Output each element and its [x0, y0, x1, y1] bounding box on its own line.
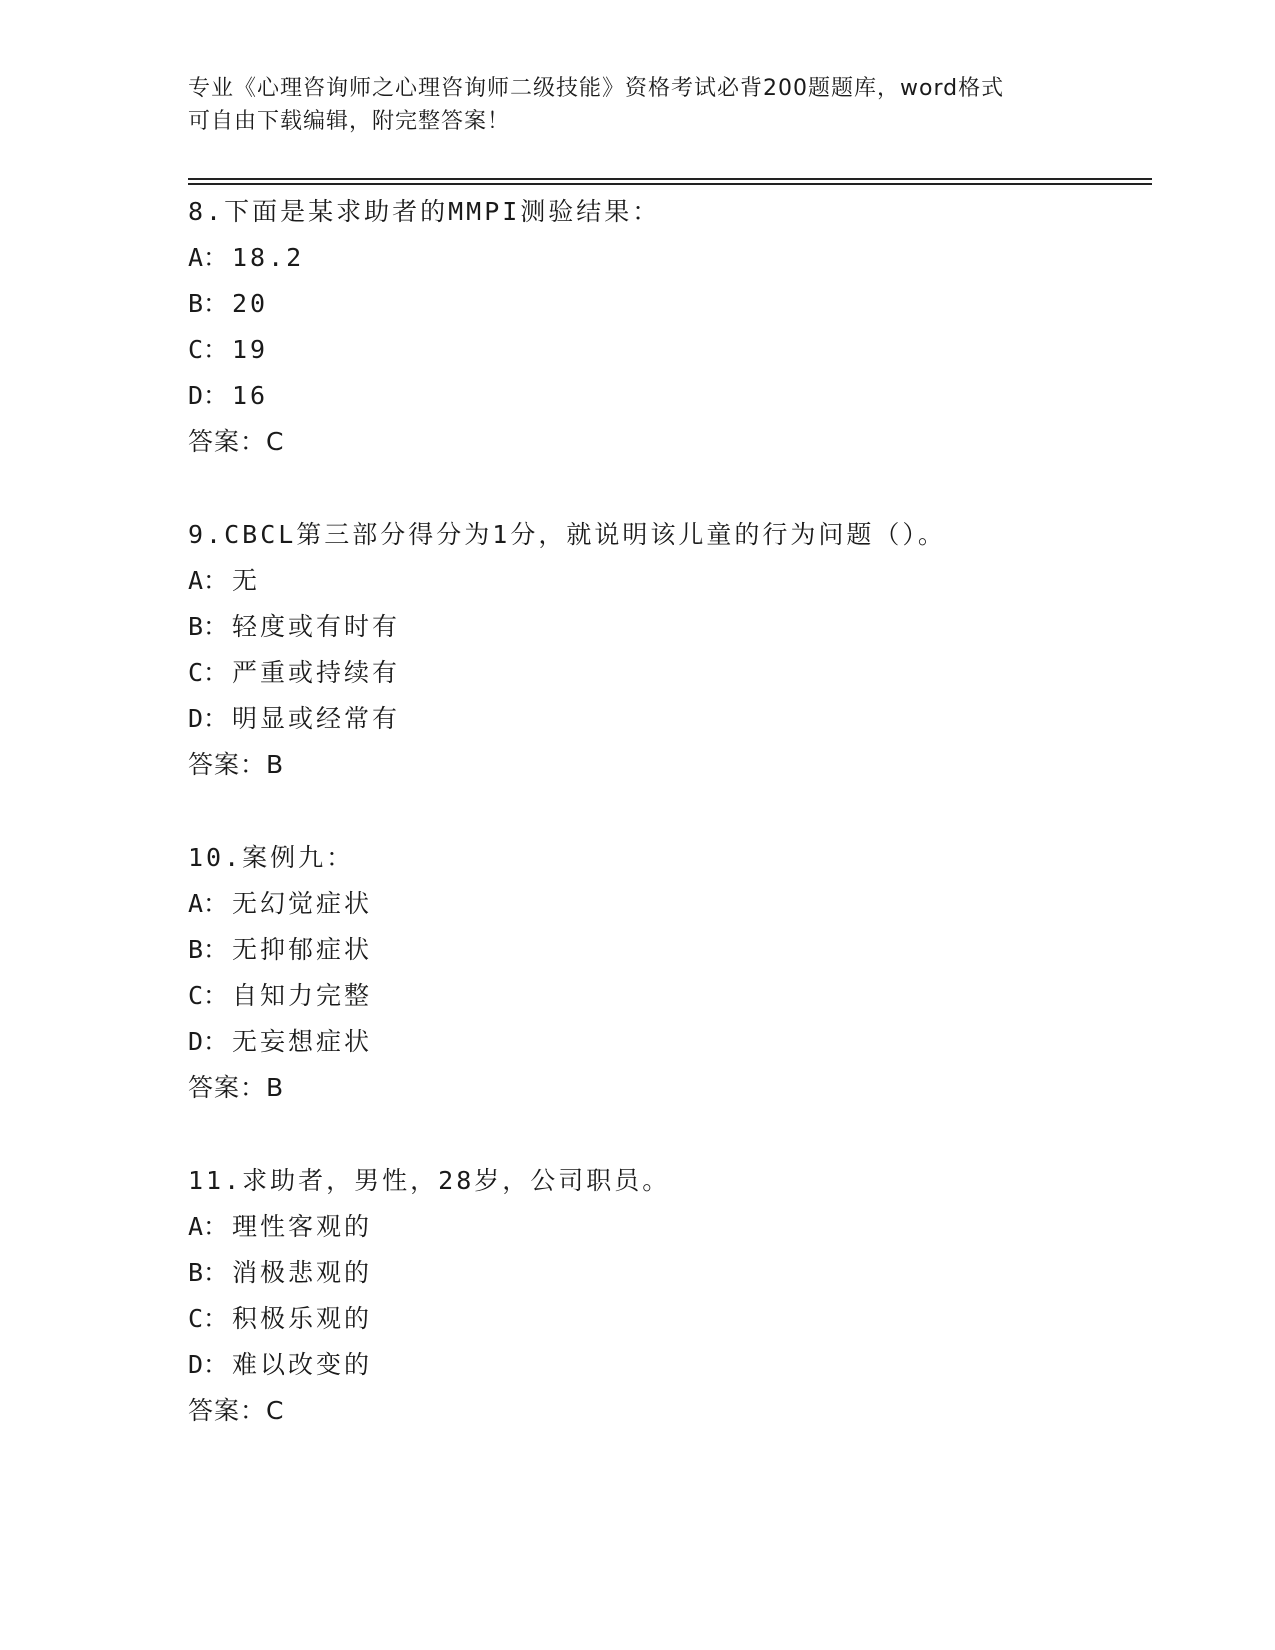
- option-letter: A：: [188, 1212, 229, 1241]
- option-b: [188, 927, 1148, 973]
- option-text: 理性客观的: [232, 1212, 373, 1241]
- option-letter: C：: [188, 658, 229, 687]
- option-letter: B：: [188, 612, 229, 641]
- option-letter: C：: [188, 1304, 229, 1333]
- option-b: [188, 604, 1148, 650]
- question-stem: 11.求助者，男性，28岁，公司职员。: [188, 1166, 671, 1195]
- option-d: [188, 373, 1148, 419]
- option-c: [188, 1296, 1148, 1342]
- question-stem: 10.案例九：: [188, 843, 355, 872]
- question-9: [188, 512, 1148, 788]
- option-d: [188, 696, 1148, 742]
- question-list: [188, 189, 1148, 1481]
- answer-line: 答案：B: [188, 1073, 285, 1102]
- option-b: [188, 1250, 1148, 1296]
- option-letter: B：: [188, 1258, 229, 1287]
- option-text: 19: [232, 335, 269, 364]
- option-text: 自知力完整: [232, 981, 373, 1010]
- option-text: 难以改变的: [232, 1350, 373, 1379]
- header-line-1: 专业《心理咨询师之心理咨询师二级技能》资格考试必背200题题库，word格式: [188, 76, 1005, 101]
- question-10: [188, 835, 1148, 1111]
- option-text: 16: [232, 381, 269, 410]
- header-line-2: 可自由下载编辑，附完整答案！: [188, 109, 511, 134]
- answer-line: 答案：B: [188, 750, 285, 779]
- option-letter: D：: [188, 381, 229, 410]
- option-text: 无妄想症状: [232, 1027, 373, 1056]
- option-c: [188, 650, 1148, 696]
- option-a: [188, 881, 1148, 927]
- option-text: 消极悲观的: [232, 1258, 373, 1287]
- option-b: [188, 281, 1148, 327]
- option-letter: C：: [188, 981, 229, 1010]
- option-text: 严重或持续有: [232, 658, 401, 687]
- header-divider-bottom: [188, 183, 1152, 185]
- question-11: [188, 1158, 1148, 1434]
- option-letter: D：: [188, 704, 229, 733]
- option-a: [188, 235, 1148, 281]
- option-text: 无幻觉症状: [232, 889, 373, 918]
- option-a: [188, 558, 1148, 604]
- document-header: [188, 72, 1088, 138]
- option-text: 18.2: [232, 243, 305, 272]
- question-stem: 9.CBCL第三部分得分为1分，就说明该儿童的行为问题（）。: [188, 520, 946, 549]
- option-c: [188, 973, 1148, 1019]
- option-text: 无: [232, 566, 261, 595]
- option-text: 轻度或有时有: [232, 612, 401, 641]
- option-text: 明显或经常有: [232, 704, 401, 733]
- option-text: 无抑郁症状: [232, 935, 373, 964]
- option-text: 20: [232, 289, 269, 318]
- header-divider-top: [188, 178, 1152, 180]
- option-d: [188, 1019, 1148, 1065]
- option-text: 积极乐观的: [232, 1304, 373, 1333]
- option-letter: C：: [188, 335, 229, 364]
- answer-line: 答案：C: [188, 427, 285, 456]
- option-letter: A：: [188, 889, 229, 918]
- option-letter: B：: [188, 935, 229, 964]
- option-letter: B：: [188, 289, 229, 318]
- question-stem: 8.下面是某求助者的MMPI测验结果：: [188, 197, 661, 226]
- question-8: [188, 189, 1148, 465]
- option-letter: A：: [188, 243, 229, 272]
- option-letter: A：: [188, 566, 229, 595]
- option-letter: D：: [188, 1027, 229, 1056]
- option-letter: D：: [188, 1350, 229, 1379]
- option-d: [188, 1342, 1148, 1388]
- option-c: [188, 327, 1148, 373]
- answer-line: 答案：C: [188, 1396, 285, 1425]
- option-a: [188, 1204, 1148, 1250]
